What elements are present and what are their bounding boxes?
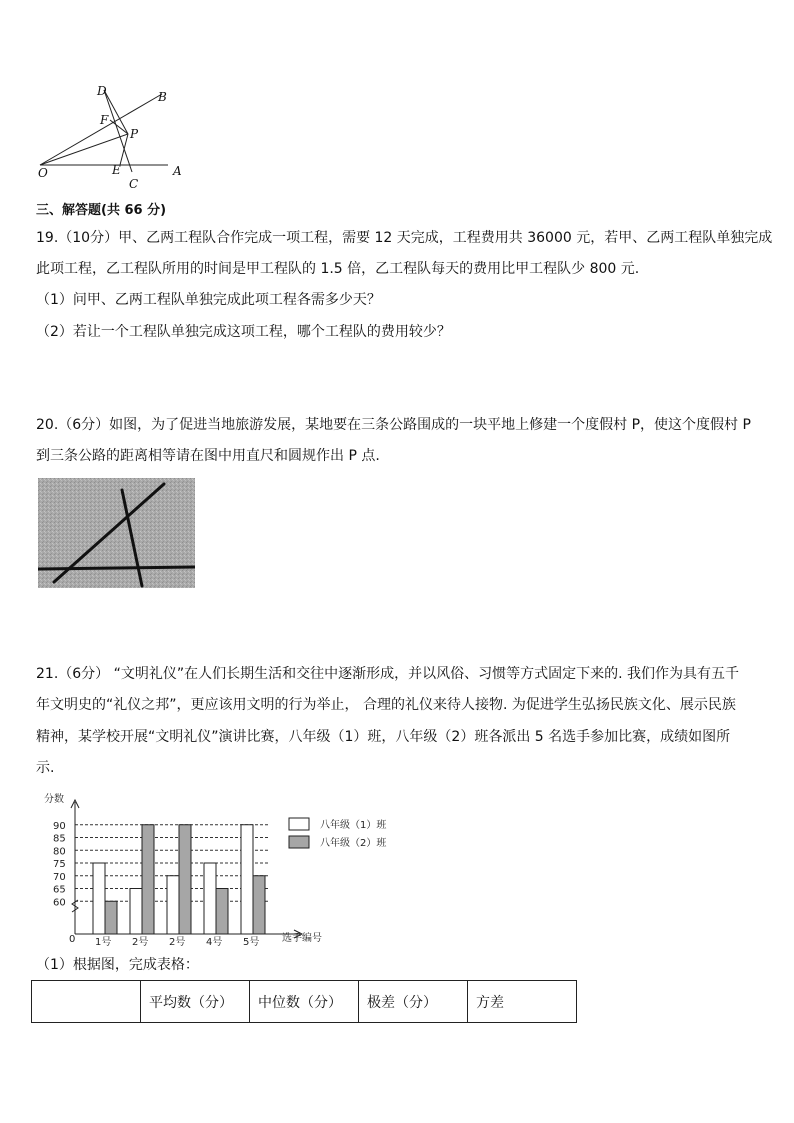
chart-bar-series-2 [142,825,154,934]
chart-y-tick-label: 85 [53,833,66,845]
table-header-mean: 平均数（分） [141,981,250,1023]
chart-x-tick-label: 2号 [169,937,186,948]
chart-x-tick-label: 4号 [206,937,223,948]
point-label-o: O [38,166,48,180]
chart-bar-series-1 [130,889,142,935]
point-label-p: P [130,127,139,141]
statistics-table [31,980,577,1023]
chart-y-tick-label: 80 [53,846,66,858]
table-header-range: 极差（分） [359,981,468,1023]
legend-label-class-2: 八年级（2）班 [320,838,387,849]
chart-bar-series-1 [93,863,105,934]
chart-y-axis-label: 分数 [44,794,64,805]
table-header-variance: 方差 [468,981,577,1023]
point-label-c: C [129,177,139,191]
point-label-a: A [173,164,182,178]
legend-swatch-class-1 [289,818,309,830]
question-21-line-3: 精神，某学校开展“文明礼仪”演讲比赛，八年级（1）班，八年级（2）班各派出 5 名选手参加比赛，成绩如图所 [36,729,731,745]
score-bar-chart [38,790,408,950]
question-20-line-2: 到三条公路的距离相等请在图中用直尺和圆规作出 P 点. [36,448,380,464]
table-header-row [32,981,577,1023]
chart-bar-series-2 [105,901,117,934]
legend-label-class-1: 八年级（1）班 [320,820,387,831]
chart-y-tick-label: 60 [53,897,66,909]
chart-bar-series-1 [167,876,179,934]
question-19-part-2: （2）若让一个工程队单独完成这项工程，哪个工程队的费用较少？ [36,324,451,340]
table-header-cell-blank [32,981,141,1023]
chart-y-tick-label: 70 [53,871,66,883]
chart-bar-series-1 [241,825,253,934]
question-21-line-4: 示. [36,760,55,776]
question-19-part-1: （1）问甲、乙两工程队单独完成此项工程各需多少天？ [36,292,381,308]
point-label-d: D [97,84,107,98]
chart-bar-series-1 [204,863,216,934]
chart-y-tick-label: 75 [53,859,66,870]
section-heading: 三、解答题(共 66 分) [36,203,167,218]
table-header-median: 中位数（分） [250,981,359,1023]
chart-origin-label: 0 [69,934,76,945]
chart-x-axis-label: 选手编号 [282,933,322,944]
question-21-line-1: 21.（6分） “文明礼仪”在人们长期生活和交往中逐渐形成，并以风俗、习惯等方式固定下来的. 我们作为具有五千 [36,666,740,682]
legend-swatch-class-2 [289,836,309,848]
question-19-line-1: 19.（10分）甲、乙两工程队合作完成一项工程，需要 12 天完成，工程费用共 36000 元，若甲、乙两工程队单独完成 [36,230,773,246]
chart-bar-series-2 [216,889,228,935]
chart-x-tick-label: 2号 [132,937,149,948]
chart-y-tick-label: 65 [53,884,66,896]
chart-y-tick-label: 90 [53,820,66,832]
question-21-part-1: （1）根据图，完成表格： [36,957,199,973]
point-label-f: F [100,113,109,127]
chart-bar-series-2 [253,876,265,934]
chart-x-tick-label: 5号 [243,937,260,948]
point-label-e: E [112,163,121,177]
roads-photo-figure [38,478,195,588]
question-19-line-2: 此项工程，乙工程队所用的时间是甲工程队的 1.5 倍，乙工程队每天的费用比甲工程队少 800 元. [36,261,640,277]
point-label-b: B [158,90,167,104]
chart-x-tick-label: 1号 [95,937,112,948]
question-20-line-1: 20.（6分）如图，为了促进当地旅游发展，某地要在三条公路围成的一块平地上修建一个度假村 P，使这个度假村 P [36,417,751,433]
question-21-line-2: 年文明史的“礼仪之邦”，更应该用文明的行为举止， 合理的礼仪来待人接物. 为促进学生弘扬民族文化、展示民族 [36,697,736,713]
chart-bar-series-2 [179,825,191,934]
